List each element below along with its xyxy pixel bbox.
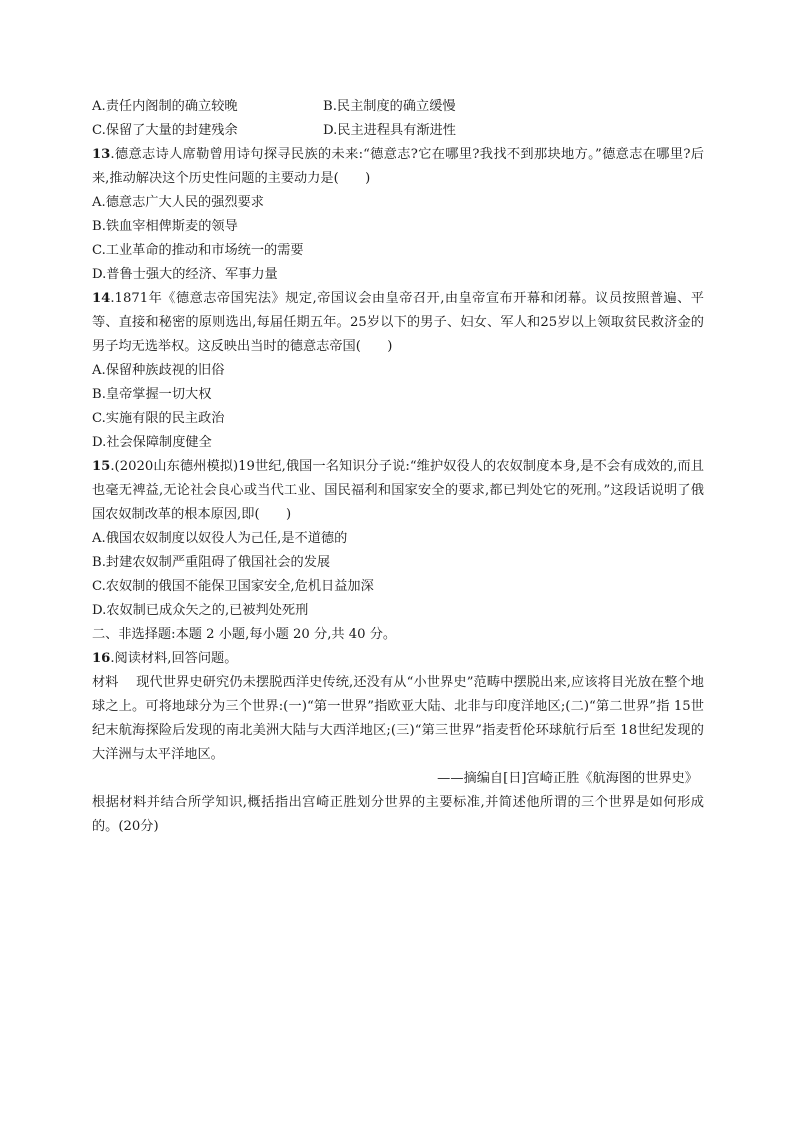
q13-stem	[92, 143, 704, 191]
q16-material-label: 材料	[92, 675, 119, 690]
q16-stem	[92, 647, 704, 671]
q12-option-a: A.责任内阁制的确立较晚	[92, 99, 238, 114]
q16-material-text: 现代世界史研究仍未摆脱西洋史传统,还没有从“小世界史”范畴中摆脱出来,应该将目光放在整个地球之上。可将地球分为三个世界:(一)“第一世界”指欧亚大陆、北非与印度洋地区;(二)“第二世界”指 15世纪末航海探险后发现的南北美洲大陆与大西洋地区;(三)“第三世界”指麦哲伦环球航行后至 18世纪发现的大洋洲与太平洋地区。	[92, 675, 704, 762]
q12-options-row1	[92, 95, 704, 119]
q16-source: ——摘编自[日]宫崎正胜《航海图的世界史》	[437, 771, 698, 786]
q13-stem-text: .德意志诗人席勒曾用诗句探寻民族的未来:“德意志?它在哪里?我找不到那块地方。”德意志在哪里?后来,推动解决这个历史性问题的主要动力是( )	[92, 147, 704, 186]
q15-option-d: D.农奴制已成众矢之的,已被判处死刑	[92, 603, 309, 618]
q15-option-b: B.封建农奴制严重阻碍了俄国社会的发展	[92, 555, 331, 570]
q15-number: 15	[92, 459, 111, 474]
q13-option-b: B.铁血宰相俾斯麦的领导	[92, 219, 238, 234]
section2-heading: 二、非选择题:本题 2 小题,每小题 20 分,共 40 分。	[92, 627, 397, 642]
q12-option-d: D.民主进程具有渐进性	[323, 123, 456, 138]
q12-option-c: C.保留了大量的封建残余	[92, 123, 238, 138]
q12-option-b: B.民主制度的确立缓慢	[323, 99, 456, 114]
q14-option-a: A.保留种族歧视的旧俗	[92, 363, 225, 378]
q15-stem-text: .(2020山东德州模拟)19世纪,俄国一名知识分子说:“维护奴役人的农奴制度本身,是不会有成效的,而且也毫无裨益,无论社会良心或当代工业、国民福利和国家安全的要求,都已判处它的死刑。”这段话说明了俄国农奴制改革的根本原因,即( )	[92, 459, 704, 522]
q15-stem	[92, 455, 704, 527]
q16-material	[92, 671, 704, 767]
q14-option-d: D.社会保障制度健全	[92, 435, 212, 450]
q12-options-row2	[92, 119, 704, 143]
q13-option-d: D.普鲁士强大的经济、军事力量	[92, 267, 278, 282]
q14-stem	[92, 287, 704, 359]
q14-number: 14	[92, 291, 111, 306]
q14-stem-text: .1871年《德意志帝国宪法》规定,帝国议会由皇帝召开,由皇帝宣布开幕和闭幕。议员按照普遍、平等、直接和秘密的原则选出,每届任期五年。25岁以下的男子、妇女、军人和25岁以上领取贫民救济金的男子均无选举权。这反映出当时的德意志帝国( )	[92, 291, 704, 354]
q15-option-c: C.农奴制的俄国不能保卫国家安全,危机日益加深	[92, 579, 374, 594]
q16-stem-text: .阅读材料,回答问题。	[110, 651, 238, 666]
q14-option-b: B.皇帝掌握一切大权	[92, 387, 212, 402]
q13-number: 13	[92, 147, 111, 162]
q13-option-a: A.德意志广大人民的强烈要求	[92, 195, 264, 210]
q15-option-a: A.俄国农奴制度以奴役人为己任,是不道德的	[92, 531, 348, 546]
q13-option-c: C.工业革命的推动和市场统一的需要	[92, 243, 304, 258]
q16-question: 根据材料并结合所学知识,概括指出宫崎正胜划分世界的主要标准,并简述他所谓的三个世界是如何形成的。(20分)	[92, 795, 704, 834]
q16-number: 16	[92, 651, 111, 666]
q14-option-c: C.实施有限的民主政治	[92, 411, 225, 426]
exam-page	[92, 95, 704, 839]
